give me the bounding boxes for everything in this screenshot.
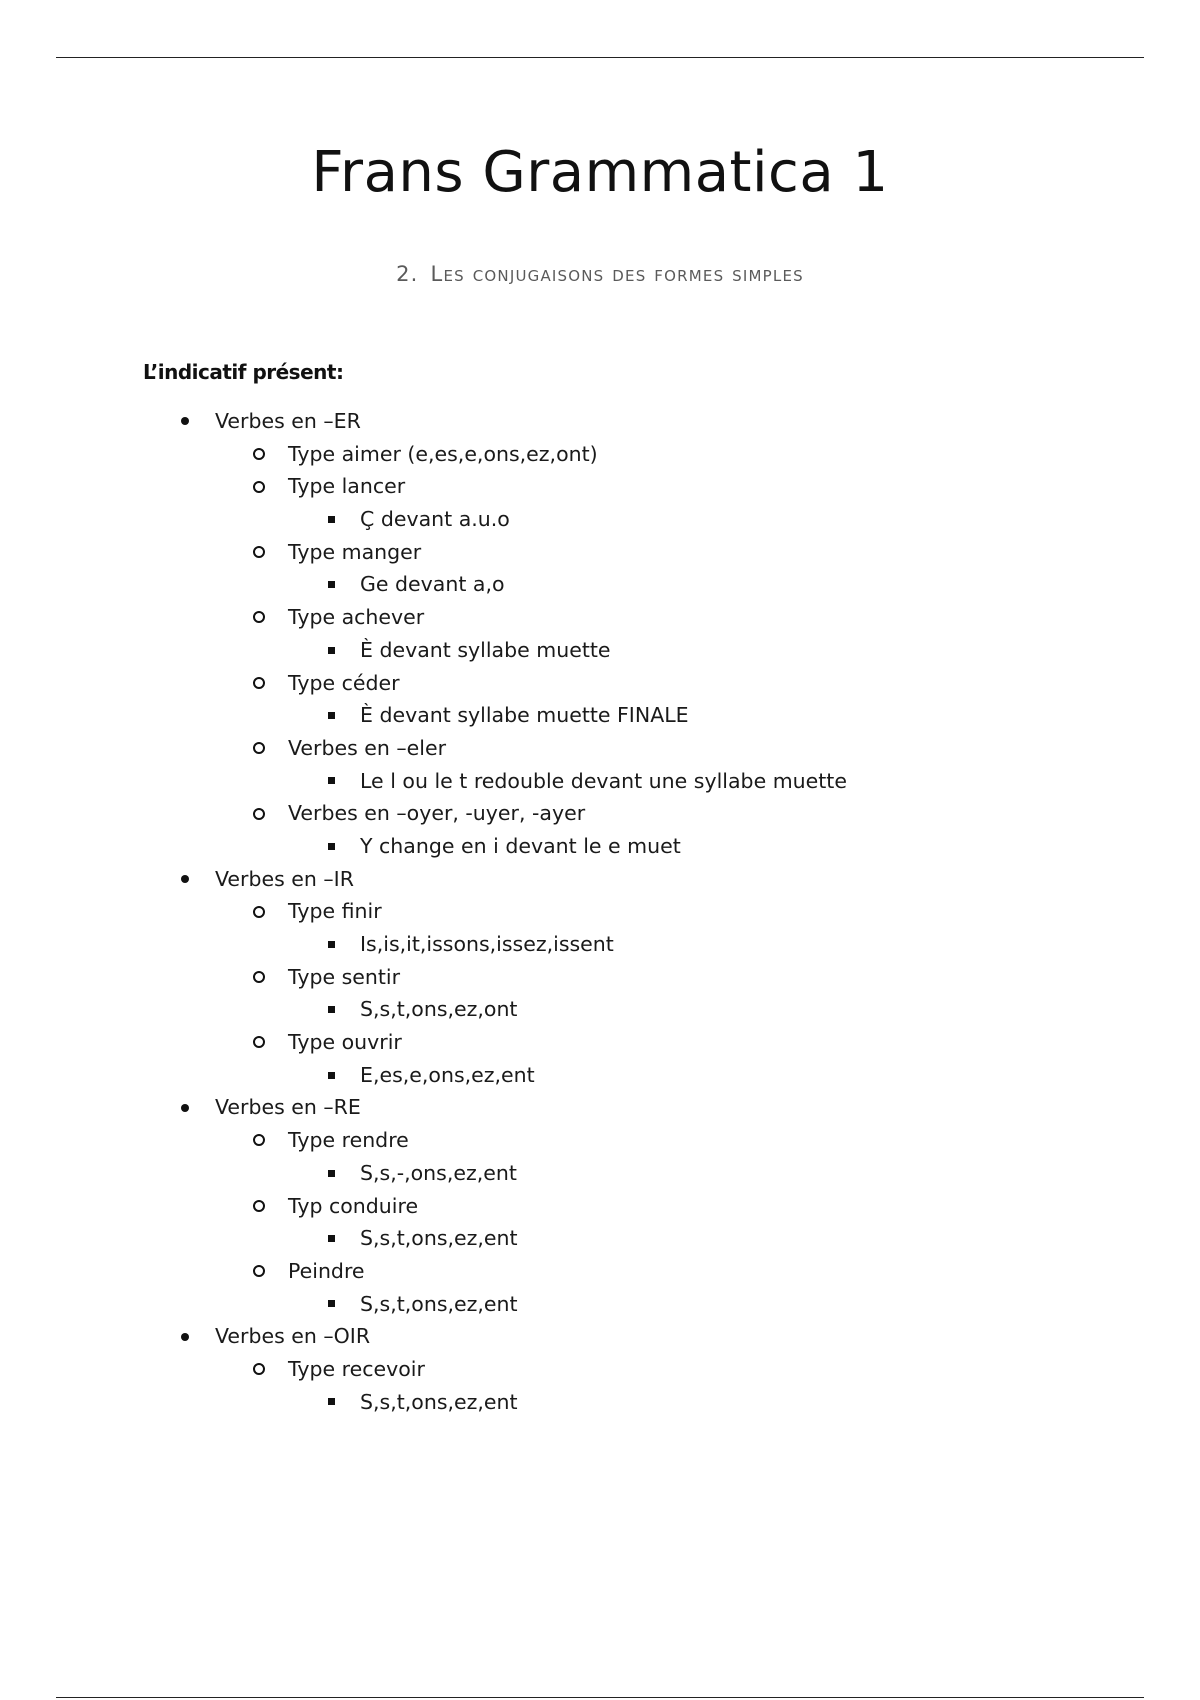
outline-item-level-2 — [0, 732, 1200, 765]
square-bullet-icon — [324, 503, 338, 536]
hollow-circle-bullet-icon — [252, 470, 266, 503]
outline-item-text: Type aimer (e,es,e,ons,ez,ont) — [288, 441, 598, 466]
outline-item-text: Verbes en –IR — [215, 866, 354, 891]
square-bullet-icon — [324, 1157, 338, 1190]
section-heading: L’indicatif présent: — [143, 360, 344, 384]
hollow-circle-bullet-icon — [252, 667, 266, 700]
outline-item-text: E,es,e,ons,ez,ent — [360, 1062, 535, 1087]
square-bullet-icon — [324, 993, 338, 1026]
outline-item-text: S,s,-,ons,ez,ent — [360, 1160, 517, 1185]
filled-bullet-icon — [178, 863, 192, 896]
outline-item-text: S,s,t,ons,ez,ont — [360, 997, 518, 1022]
square-bullet-icon — [324, 1059, 338, 1092]
outline-item-level-1 — [0, 405, 1200, 438]
outline-item-level-2 — [0, 1190, 1200, 1223]
outline-item-text: Type lancer — [288, 474, 406, 499]
outline-item-level-1 — [0, 1091, 1200, 1124]
hollow-circle-bullet-icon — [252, 1026, 266, 1059]
outline-item-text: S,s,t,ons,ez,ent — [360, 1291, 518, 1316]
outline-item-text: È devant syllabe muette FINALE — [360, 703, 689, 728]
outline-item-level-1 — [0, 1320, 1200, 1353]
subtitle-number: 2. — [396, 262, 419, 286]
outline-item-level-3 — [0, 993, 1200, 1026]
square-bullet-icon — [324, 928, 338, 961]
outline-item-level-2 — [0, 895, 1200, 928]
square-bullet-icon — [324, 568, 338, 601]
outline-item-text: Type rendre — [288, 1128, 409, 1153]
outline-item-text: Verbes en –OIR — [215, 1324, 371, 1349]
outline-item-text: Type céder — [288, 670, 400, 695]
outline-item-level-2 — [0, 438, 1200, 471]
outline-item-level-2 — [0, 1124, 1200, 1157]
header-rule — [56, 57, 1144, 58]
hollow-circle-bullet-icon — [252, 1190, 266, 1223]
outline-item-text: Is,is,it,issons,issez,issent — [360, 932, 614, 956]
outline-item-level-3 — [0, 1386, 1200, 1419]
filled-bullet-icon — [178, 1320, 192, 1353]
outline-item-text: Type ouvrir — [288, 1030, 402, 1055]
outline-item-text: Y change en i devant le e muet — [360, 833, 681, 858]
outline-item-text: Verbes en –eler — [288, 735, 447, 760]
hollow-circle-bullet-icon — [252, 797, 266, 830]
outline-item-level-3 — [0, 1059, 1200, 1092]
outline-item-text: S,s,t,ons,ez,ent — [360, 1389, 518, 1414]
outline-item-text: Ç devant a.u.o — [360, 507, 510, 532]
outline-item-level-2 — [0, 1353, 1200, 1386]
outline-item-level-3 — [0, 699, 1200, 732]
square-bullet-icon — [324, 765, 338, 798]
outline-item-level-2 — [0, 961, 1200, 994]
square-bullet-icon — [324, 1288, 338, 1321]
outline-item-level-3 — [0, 928, 1200, 961]
outline-item-level-3 — [0, 830, 1200, 863]
outline-item-level-3 — [0, 1288, 1200, 1321]
filled-bullet-icon — [178, 405, 192, 438]
square-bullet-icon — [324, 699, 338, 732]
outline-item-level-2 — [0, 470, 1200, 503]
hollow-circle-bullet-icon — [252, 895, 266, 928]
section-subtitle — [0, 262, 1200, 286]
outline-item-text: Verbes en –oyer, -uyer, -ayer — [288, 801, 586, 826]
outline-item-level-2 — [0, 536, 1200, 569]
outline-item-text: Le l ou le t redouble devant une syllabe muette — [360, 768, 847, 793]
outline-item-level-3 — [0, 634, 1200, 667]
square-bullet-icon — [324, 1386, 338, 1419]
subtitle-text: Les conjugaisons des formes simples — [430, 262, 804, 286]
hollow-circle-bullet-icon — [252, 1353, 266, 1386]
outline-item-text: Verbes en –RE — [215, 1095, 361, 1120]
hollow-circle-bullet-icon — [252, 732, 266, 765]
hollow-circle-bullet-icon — [252, 1255, 266, 1288]
filled-bullet-icon — [178, 1091, 192, 1124]
outline-item-text: Verbes en –ER — [215, 409, 361, 433]
hollow-circle-bullet-icon — [252, 601, 266, 634]
outline-item-text: Typ conduire — [288, 1193, 419, 1218]
outline-item-level-1 — [0, 863, 1200, 896]
square-bullet-icon — [324, 634, 338, 667]
outline-item-text: Peindre — [288, 1258, 365, 1283]
outline-item-level-3 — [0, 1157, 1200, 1190]
document-title: Frans Grammatica 1 — [311, 140, 889, 205]
hollow-circle-bullet-icon — [252, 961, 266, 994]
square-bullet-icon — [324, 1222, 338, 1255]
outline-item-level-3 — [0, 503, 1200, 536]
outline-item-text: Type achever — [288, 605, 425, 630]
outline-item-text: Type sentir — [288, 964, 401, 989]
outline-item-level-2 — [0, 1255, 1200, 1288]
outline-item-text: Type manger — [288, 539, 422, 564]
outline-item-level-2 — [0, 601, 1200, 634]
hollow-circle-bullet-icon — [252, 536, 266, 569]
outline-item-text: È devant syllabe muette — [360, 637, 611, 662]
outline-item-text: Type finir — [288, 899, 382, 924]
outline-item-level-3 — [0, 1222, 1200, 1255]
square-bullet-icon — [324, 830, 338, 863]
outline-item-text: Type recevoir — [288, 1356, 425, 1381]
outline-item-text: S,s,t,ons,ez,ent — [360, 1226, 518, 1251]
footer-rule — [56, 1697, 1144, 1698]
hollow-circle-bullet-icon — [252, 438, 266, 471]
outline-item-level-3 — [0, 765, 1200, 798]
conjugation-outline — [0, 405, 1200, 1418]
outline-item-text: Ge devant a,o — [360, 572, 505, 597]
hollow-circle-bullet-icon — [252, 1124, 266, 1157]
outline-item-level-3 — [0, 568, 1200, 601]
outline-item-level-2 — [0, 1026, 1200, 1059]
outline-item-level-2 — [0, 667, 1200, 700]
outline-item-level-2 — [0, 797, 1200, 830]
